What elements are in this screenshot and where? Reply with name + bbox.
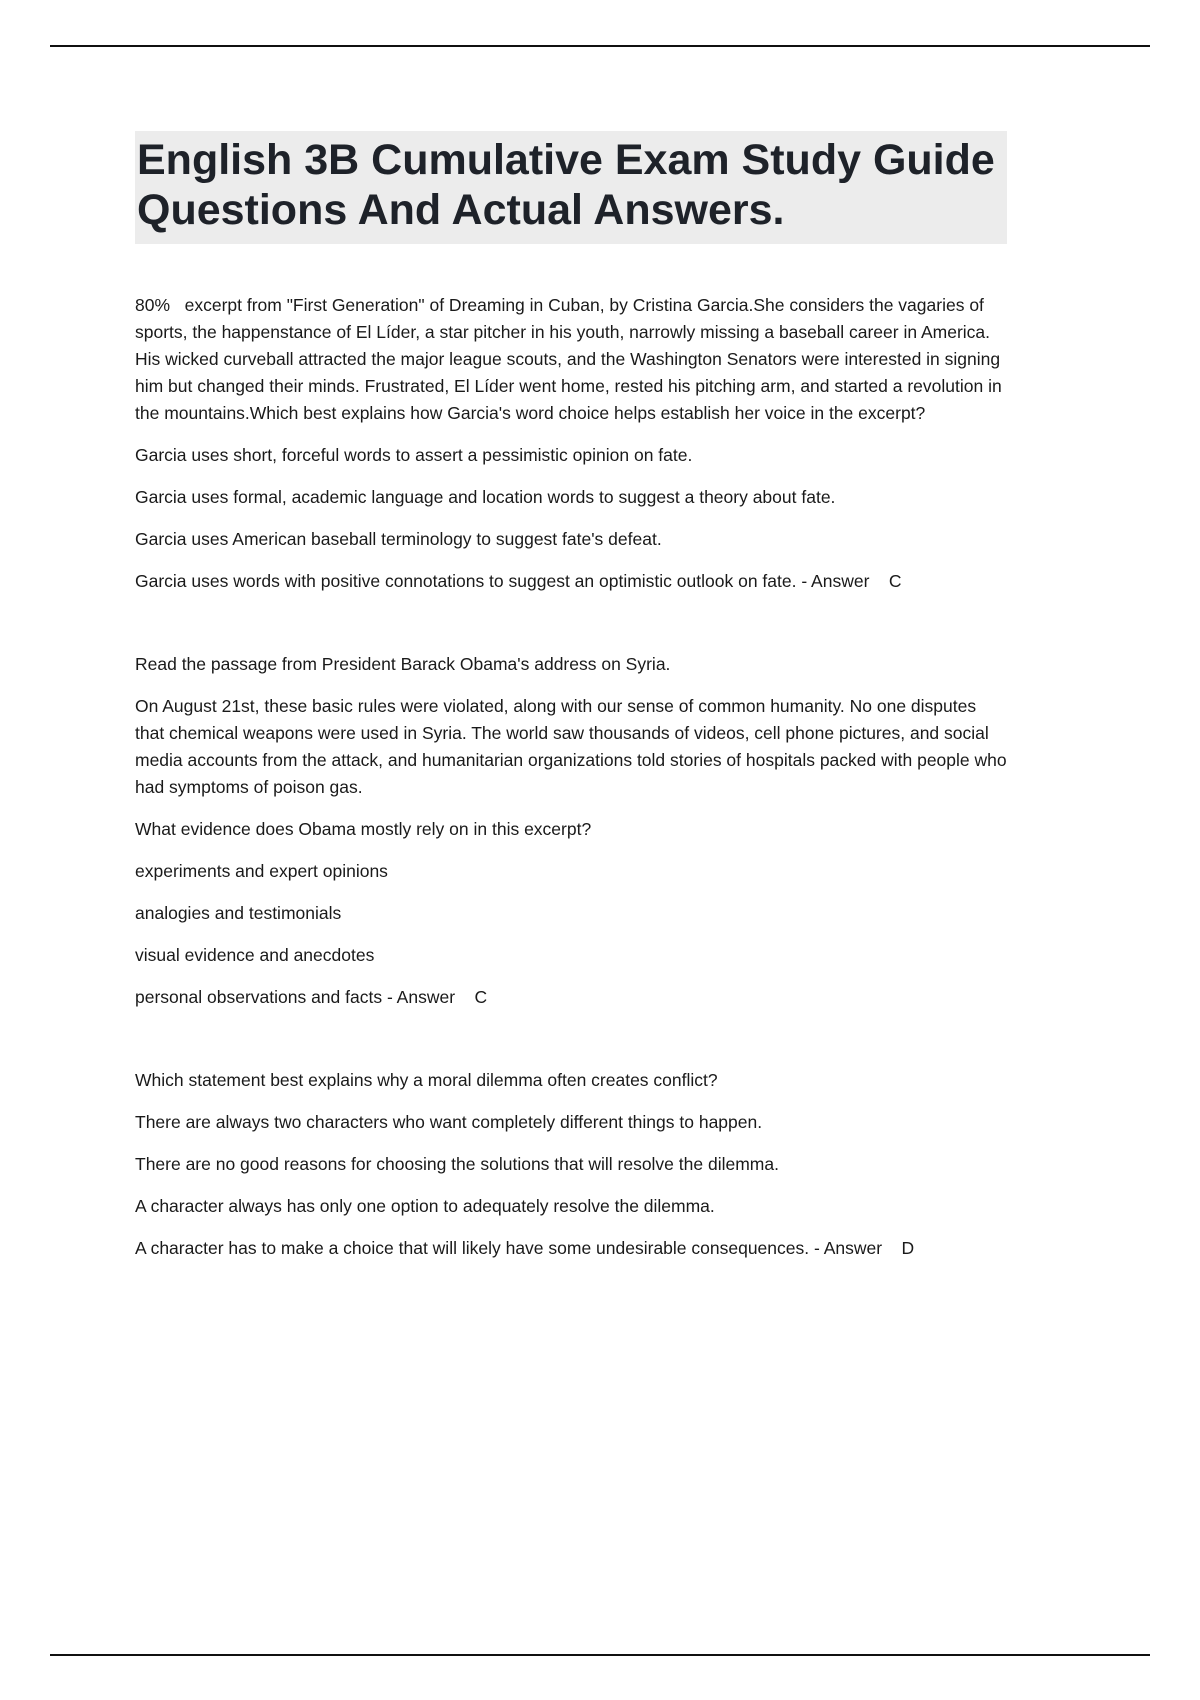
question-3-option-d-answer: A character has to make a choice that will likely have some undesirable consequences. - Answer D [135, 1237, 915, 1258]
page-title-line-2: Questions And Actual Answers. [137, 186, 785, 235]
question-2-option-c: visual evidence and anecdotes [135, 944, 375, 965]
document-content [135, 131, 1007, 1277]
question-2-passage: On August 21st, these basic rules were violated, along with our sense of common humanity. No one disputes that chemical weapons were used in Syria. The world saw thousands of videos, cell phone pictures, and social media accounts from the attack, and humanitarian organizations told stories of hospitals packed with people who had symptoms of poison gas. [135, 695, 1007, 797]
question-1-option-d-answer: Garcia uses words with positive connotations to suggest an optimistic outlook on fate. - Answer C [135, 570, 902, 591]
question-1-option-b: Garcia uses formal, academic language and location words to suggest a theory about fate. [135, 486, 836, 507]
question-1-prompt: 80% excerpt from "First Generation" of Dreaming in Cuban, by Cristina Garcia.She considers the vagaries of sports, the happenstance of El Líder, a star pitcher in his youth, narrowly missing a baseball career in America. His wicked curveball attracted the major league scouts, and the Washington Senators were interested in signing him but changed their minds. Frustrated, El Líder went home, rested his pitching arm, and started a revolution in the mountains.Which best explains how Garcia's word choice helps establish her voice in the excerpt? [135, 294, 1002, 423]
question-2-prompt: What evidence does Obama mostly rely on in this excerpt? [135, 818, 592, 839]
question-1-option-c: Garcia uses American baseball terminology to suggest fate's defeat. [135, 528, 662, 549]
question-3-prompt: Which statement best explains why a moral dilemma often creates conflict? [135, 1069, 718, 1090]
bottom-border-line [50, 1654, 1150, 1656]
question-2-option-d-answer: personal observations and facts - Answer C [135, 986, 488, 1007]
question-3-option-c: A character always has only one option to adequately resolve the dilemma. [135, 1195, 715, 1216]
page-title-line-1: English 3B Cumulative Exam Study Guide [137, 136, 995, 184]
question-2-intro: Read the passage from President Barack Obama's address on Syria. [135, 653, 671, 674]
question-2-option-b: analogies and testimonials [135, 902, 342, 923]
question-2-option-a: experiments and expert opinions [135, 860, 388, 881]
question-3-option-a: There are always two characters who want completely different things to happen. [135, 1111, 763, 1132]
question-1-option-a: Garcia uses short, forceful words to assert a pessimistic opinion on fate. [135, 444, 693, 465]
top-border-line [50, 45, 1150, 47]
page-title [135, 131, 1007, 244]
question-3-option-b: There are no good reasons for choosing the solutions that will resolve the dilemma. [135, 1153, 779, 1174]
